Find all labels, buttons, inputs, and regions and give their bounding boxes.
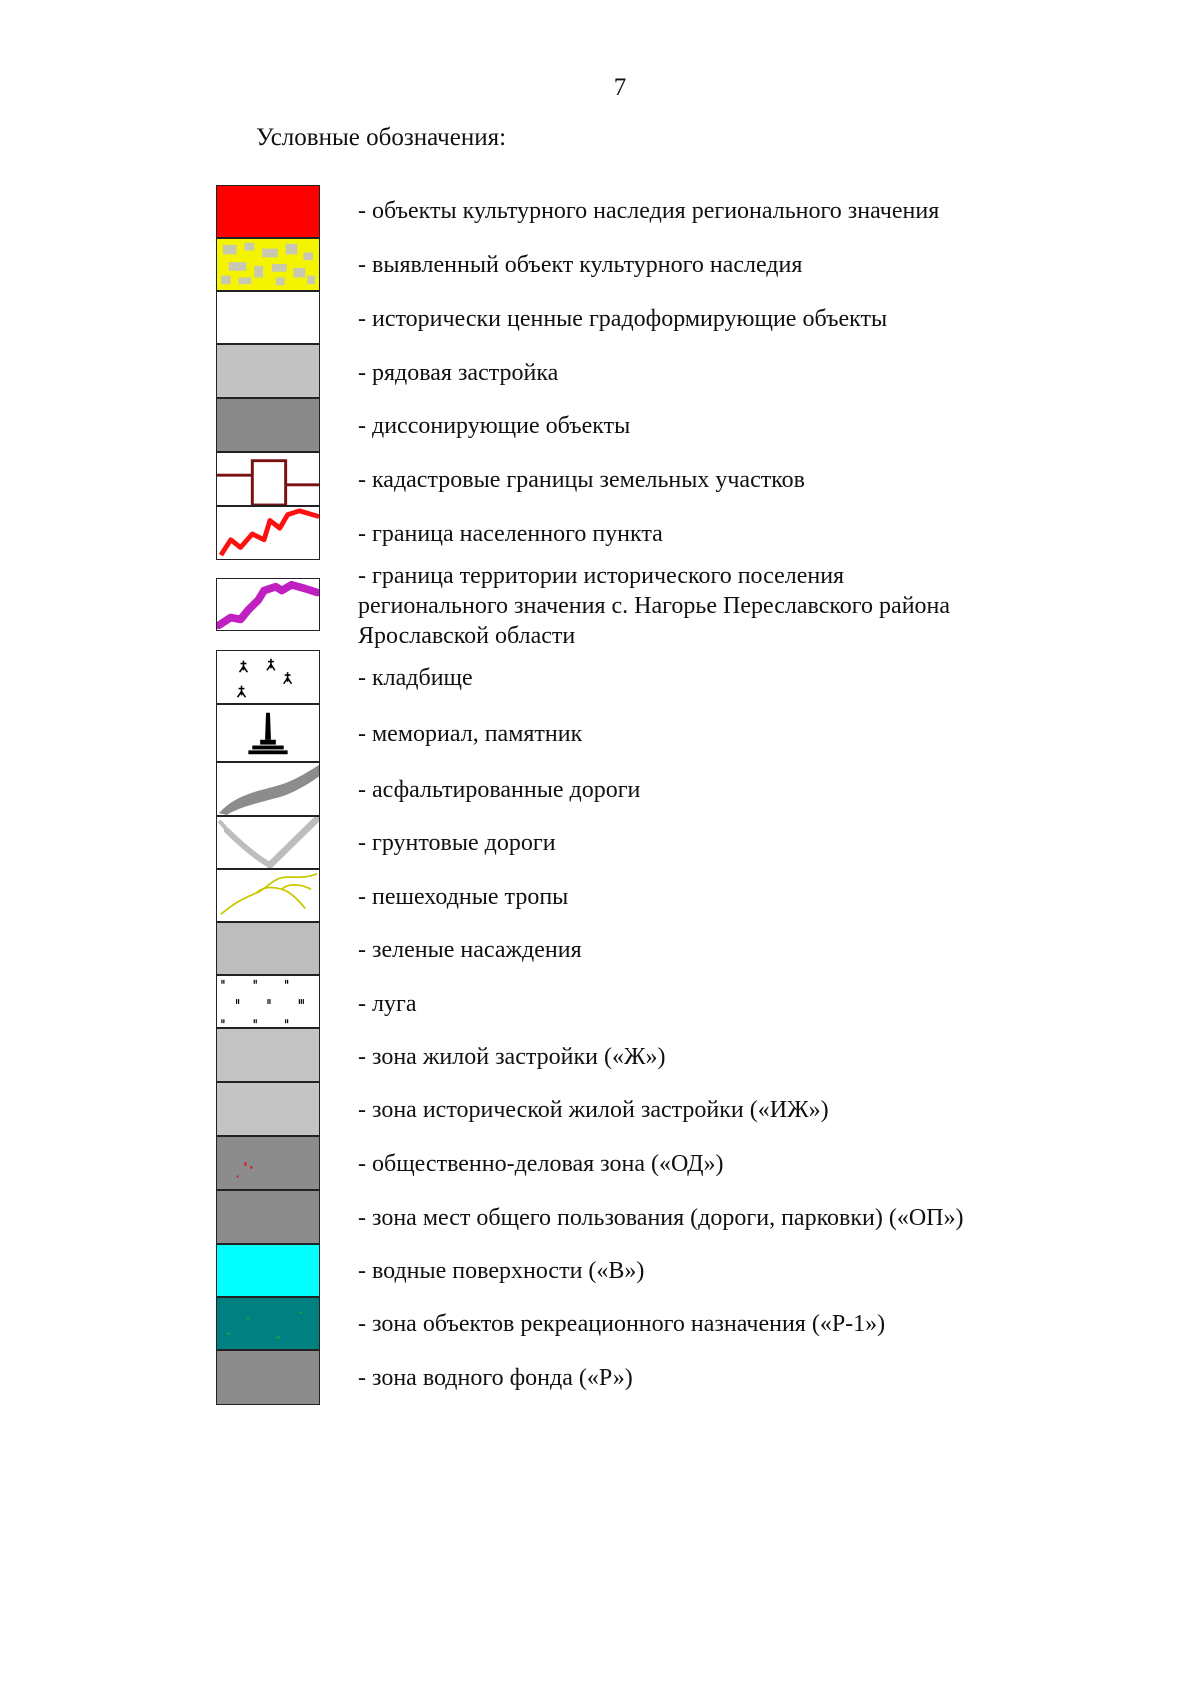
label-cadastral-boundaries: - кадастровые границы земельных участков [358,467,805,493]
label-historic-settlement-boundary [358,561,950,651]
swatch-historic-residential-zone [216,1082,320,1136]
label-recreation-zone: - зона объектов рекреационного назначения («Р-1») [358,1311,886,1337]
label-asphalt-roads: - асфальтированные дороги [358,777,641,803]
cadastral-line-icon [217,453,319,505]
swatch-dissonant-objects [216,398,320,452]
monument-icon [217,705,319,761]
swatch-business-zone [216,1136,320,1190]
swatch-recreation-zone [216,1297,320,1350]
label-water-surfaces: - водные поверхности («В») [358,1258,645,1284]
swatch-identified-heritage [216,238,320,291]
swatch-asphalt-roads [216,762,320,816]
swatch-cemetery [216,650,320,704]
swatch-cadastral-boundaries [216,452,320,506]
label-identified-heritage: - выявленный объект культурного наследия [358,252,803,278]
swatch-residential-zone [216,1028,320,1082]
swatch-green-spaces [216,922,320,975]
label-residential-zone: - зона жилой застройки («Ж») [358,1044,666,1070]
footpath-icon [217,870,319,921]
swatch-historic-settlement-boundary [216,578,320,631]
red-zigzag-icon [217,507,319,559]
asphalt-road-icon [217,763,319,815]
swatch-historic-valuable [216,291,320,344]
meadow-icon [217,976,319,1027]
label-historic-residential-zone: - зона исторической жилой застройки («ИЖ») [358,1097,829,1123]
label-historic-settlement-line-2: регионального значения с. Нагорье Переславского района [358,593,951,619]
label-historic-settlement-line-1: - граница территории исторического поселения [358,563,845,589]
swatch-footpaths [216,869,320,922]
purple-zigzag-icon [217,579,319,630]
swatch-heritage-regional [216,185,320,238]
label-memorial: - мемориал, памятник [358,721,583,747]
page-number: 7 [613,74,627,101]
label-dissonant-objects: - диссонирующие объекты [358,413,631,439]
label-business-zone: - общественно-деловая зона («ОД») [358,1151,724,1177]
label-dirt-roads: - грунтовые дороги [358,830,556,856]
label-green-spaces: - зеленые насаждения [358,937,582,963]
swatch-ordinary-buildings [216,344,320,398]
label-water-fund-zone: - зона водного фонда («Р») [358,1365,633,1391]
swatch-water-fund-zone [216,1350,320,1405]
swatch-memorial [216,704,320,762]
label-heritage-regional: - объекты культурного наследия регионального значения [358,198,940,224]
label-historic-valuable: - исторически ценные градоформирующие объекты [358,306,888,332]
label-footpaths: - пешеходные тропы [358,884,569,910]
swatch-dirt-roads [216,816,320,869]
label-meadows: - луга [358,991,417,1017]
label-historic-settlement-line-3: Ярославской области [358,623,576,649]
swatch-water-surfaces [216,1244,320,1297]
swatch-settlement-boundary [216,506,320,560]
label-cemetery: - кладбище [358,665,473,691]
label-public-space-zone: - зона мест общего пользования (дороги, парковки) («ОП») [358,1205,964,1231]
legend-title: Условные обозначения: [256,124,507,151]
cemetery-icon [217,651,319,703]
label-settlement-boundary: - граница населенного пункта [358,521,663,547]
dirt-road-icon [217,817,319,868]
label-ordinary-buildings: - рядовая застройка [358,360,559,386]
swatch-meadows [216,975,320,1028]
swatch-public-space-zone [216,1190,320,1244]
